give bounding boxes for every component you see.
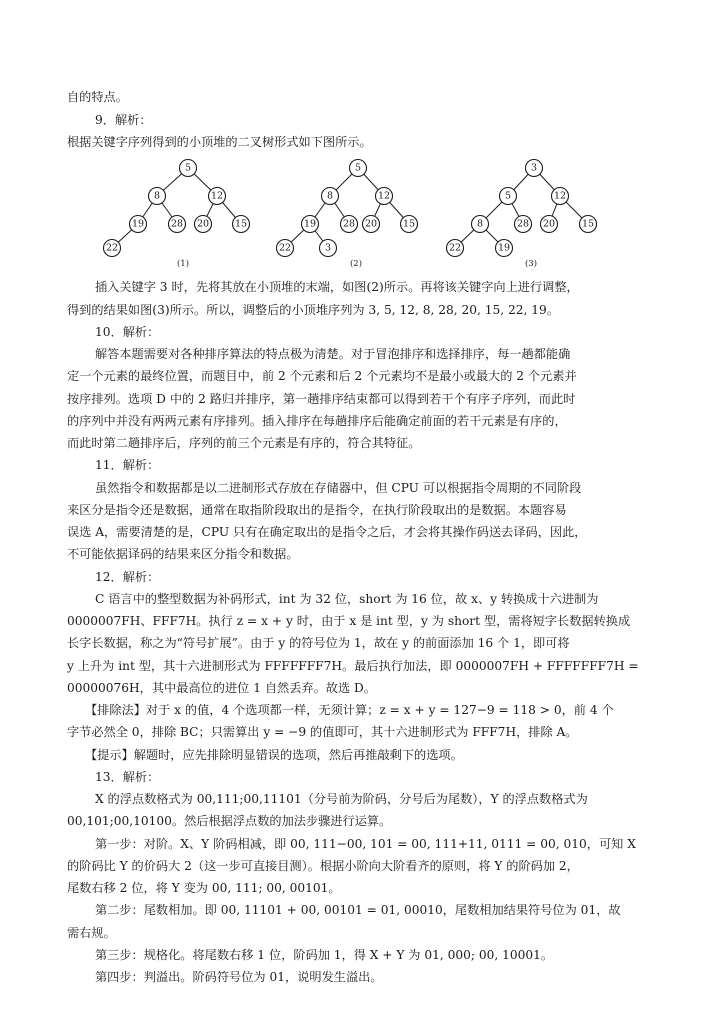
node-1-4: 28 <box>170 218 184 230</box>
heap-tree-3 <box>447 160 597 270</box>
node-2-8: 3 <box>324 242 332 254</box>
node-2-6: 15 <box>402 218 416 230</box>
node-3-7: 22 <box>448 242 462 254</box>
caption-3: (3) <box>524 259 538 269</box>
line-14: 误选 A，需要清楚的是，CPU 只有在确定取出的是指令之后，才会将其操作码送去译码，因此， <box>67 525 587 539</box>
node-3-8: 19 <box>497 242 511 254</box>
line-7: 定一个元素的最终位置，而题目中，前 2 个元素和后 2 个元素均不是最小或最大的 2 个元素并 <box>67 369 577 383</box>
heap-tree-2 <box>277 160 418 270</box>
exclusion-method: 【排除法】对于 x 的值，4 个选项都一样，无须计算；z = x + y = 127−9 = 118 > 0，前 4 个 <box>85 703 614 717</box>
caption-1: (1) <box>176 259 190 269</box>
line-12: 虽然指令和数据都是以二进制形式存放在存储器中，但 CPU 可以根据指令周期的不同阶段 <box>95 481 582 495</box>
step-4: 第四步：判溢出。阶码符号位为 01，说明发生溢出。 <box>95 970 383 984</box>
heading-10: 10．解析： <box>95 325 160 339</box>
line-27: 00,101;00,10100。然后根据浮点数的加法步骤进行运算。 <box>67 814 392 828</box>
line-15: 不可能依据译码的结果来区分指令和数据。 <box>67 547 299 561</box>
node-2-1: 8 <box>326 190 334 202</box>
node-3-0: 3 <box>530 162 538 174</box>
line-19: 长字长数据，称之为“符号扩展”。由于 y 的符号位为 1，故在 y 的前面添加 16 个 1，即可将 <box>67 636 570 650</box>
step-2: 第二步：尾数相加。即 00, 11101 + 00, 00101 = 01, 00010，尾数相加结果符号位为 01，故 <box>95 903 621 917</box>
line-6: 解答本题需要对各种排序算法的特点极为清楚。对于冒泡排序和选择排序，每一趟都能确 <box>95 347 571 361</box>
line-23: 字节必然全 0，排除 BC；只需算出 y = −9 的值即可，其十六进制形式为 FFF7H，排除 A。 <box>67 725 578 739</box>
heading-12: 12．解析： <box>95 570 160 584</box>
node-2-3: 19 <box>303 218 317 230</box>
node-1-6: 15 <box>234 218 248 230</box>
node-1-5: 20 <box>196 218 210 230</box>
node-1-3: 19 <box>131 218 145 230</box>
line-30: 尾数右移 2 位，将 Y 变为 00, 111; 00, 00101。 <box>67 881 341 895</box>
line-21: 00000076H，其中最高位的进位 1 自然丢弃。故选 D。 <box>67 681 376 695</box>
line-2: 根据关键字序列得到的小顶堆的二叉树形式如下图所示。 <box>67 135 372 149</box>
line-20: y 上升为 int 型，其十六进制形式为 FFFFFFF7H。最后执行加法，即 0000007FH + FFFFFFF7H = <box>67 659 639 673</box>
line-0: 自的特点。 <box>67 90 128 104</box>
node-3-3: 8 <box>476 218 484 230</box>
line-3: 插入关键字 3 时，先将其放在小顶堆的末端，如图(2)所示。再将该关键字向上进行调整， <box>95 280 579 294</box>
heap-figure-svg <box>90 150 630 275</box>
step-3: 第三步：规格化。将尾数右移 1 位，阶码加 1，得 X + Y 为 01, 000; 00, 10001。 <box>95 948 554 962</box>
line-10: 而此时第二趟排序后，序列的前三个元素是有序的，符合其特征。 <box>67 436 421 450</box>
node-3-2: 12 <box>553 190 567 202</box>
line-4: 得到的结果如图(3)所示。所以，调整后的小顶堆序列为 3, 5, 12, 8, 28, 20, 15, 22, 19。 <box>67 303 559 317</box>
node-3-4: 28 <box>516 218 530 230</box>
line-29: 的阶码比 Y 的价码大 2（这一步可直接目测）。根据小阶向大阶看齐的原则，将 Y 的阶码加 2， <box>67 859 579 873</box>
heap-figure <box>90 150 630 275</box>
node-2-0: 5 <box>354 162 362 174</box>
heap-tree-1 <box>104 160 250 270</box>
heading-11: 11．解析： <box>95 458 160 472</box>
line-13: 来区分是指令还是数据，通常在取指阶段取出的是指令，在执行阶段取出的是数据。本题容易 <box>67 503 567 517</box>
node-3-1: 5 <box>504 190 512 202</box>
hint: 【提示】解题时，应先排除明显错误的选项，然后再推敲剩下的选项。 <box>85 748 463 762</box>
line-17: C 语言中的整型数据为补码形式，int 为 32 位，short 为 16 位，故 x、y 转换成十六进制为 <box>95 592 599 606</box>
node-1-0: 5 <box>184 162 192 174</box>
node-2-2: 12 <box>377 190 391 202</box>
node-1-1: 8 <box>153 190 161 202</box>
node-3-6: 15 <box>581 218 595 230</box>
line-32: 需右规。 <box>67 926 116 940</box>
heading-9: 9．解析： <box>95 113 152 127</box>
node-2-7: 22 <box>278 242 292 254</box>
line-8: 按序排列。选项 D 中的 2 路归并排序，第一趟排序结束都可以得到若干个有序子序列，而此时 <box>67 392 576 406</box>
step-1: 第一步：对阶。X、Y 阶码相减，即 00, 111−00, 101 = 00, 111+11, 0111 = 00, 010，可知 X <box>95 837 636 851</box>
node-2-4: 28 <box>342 218 356 230</box>
line-26: X 的浮点数格式为 00,111;00,11101（分号前为阶码，分号后为尾数），Y 的浮点数格式为 <box>95 792 588 806</box>
node-1-7: 22 <box>105 242 119 254</box>
heading-13: 13．解析： <box>95 770 160 784</box>
node-1-2: 12 <box>210 190 224 202</box>
line-18: 0000007FH、FFF7H。执行 z = x + y 时，由于 x 是 int 型，y 为 short 型，需将短字长数据转换成 <box>67 614 631 628</box>
node-3-5: 20 <box>542 218 556 230</box>
line-9: 的序列中并没有两两元素有序排列。插入排序在每趟排序后能确定前面的若干元素是有序的， <box>67 414 567 428</box>
node-2-5: 20 <box>364 218 378 230</box>
caption-2: (2) <box>349 259 363 269</box>
